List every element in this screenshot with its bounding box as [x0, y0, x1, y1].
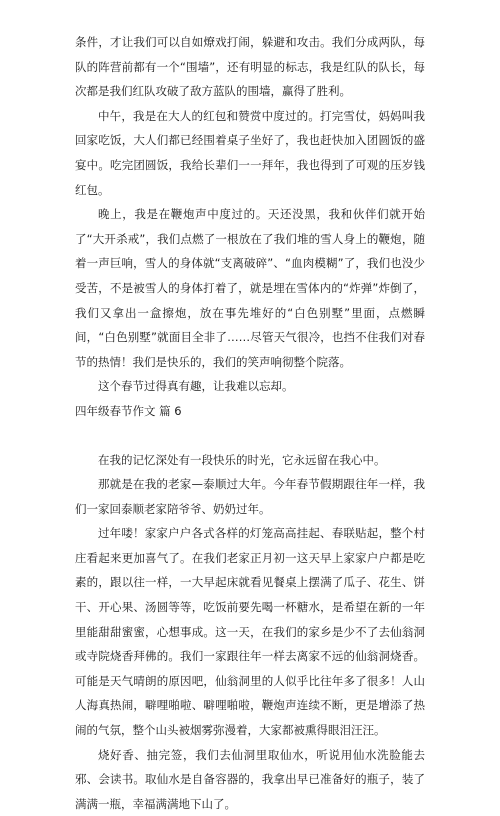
paragraph: 过年喽！家家户户各式各样的灯笼高高挂起、春联贴起，整个村庄看起来更加喜气了。在我们老家正月初一这天早上家家户户都是吃素的，跟以往一样，一大早起床就看见餐桌上摆满了瓜子、花生、饼干、开心果、汤圆等等，吃饭前要先喝一杯糖水，是希望在新的一年里能甜甜蜜蜜，心想事成。这一天，在我们的家乡是少不了去仙翁洞或寺院烧香拜佛的。我们一家跟往年一样去离家不远的仙翁洞烧香。可能是天气晴朗的原因吧，仙翁洞里的人似乎比往年多了很多！人山人海真热闹，噼哩啪啦、噼哩啪啦，鞭炮声连续不断，更是增添了热闹的气氛，整个山头被烟雾弥漫着，大家都被熏得眼泪汪汪。	[75, 526, 425, 738]
paragraph: 那就是在我的老家—泰顺过大年。今年春节假期跟往年一样，我们一家回泰顺老家陪爷爷、奶奶过年。	[75, 477, 425, 516]
paragraph: 晚上，我是在鞭炮声中度过的。天还没黑，我和伙伴们就开始了“大开杀戒”，我们点燃了一根放在了我们堆的雪人身上的鞭炮，随着一声巨响，雪人的身体就“支离破碎”、“血肉模糊”了，我们也没少受苦，不是被雪人的身体打着了，就是埋在雪体内的“炸弹”炸倒了，我们又拿出一盒擦炮，放在事先堆好的“白色别墅”里面，点燃瞬间，“白色别墅”就面目全非了……尽管天气很冷，也挡不住我们对春节的热情！我们是快乐的，我们的笑声响彻整个院落。	[75, 207, 425, 369]
paragraph: 中午，我是在大人的红包和赞赏中度过的。打完雪仗，妈妈叫我回家吃饭，大人们都已经围着桌子坐好了，我也赶快加入团圆饭的盛宴中。吃完团圆饭，我给长辈们一一拜年，我也得到了可观的压岁钱红包。	[75, 108, 425, 197]
paragraph: 烧好香、抽完签，我们去仙洞里取仙水，听说用仙水洗脸能去邪、会读书。取仙水是自备容器的，我拿出早已准备好的瓶子，装了满满一瓶，幸福满满地下山了。	[75, 747, 425, 811]
document-page	[75, 30, 425, 816]
paragraph: 条件，才让我们可以自如燎戏打闹，躲避和攻击。我们分成两队，每队的阵营前都有一个“围墙”，还有明显的标志，我是红队的队长，每次都是我们红队攻破了敌方蓝队的围墙，赢得了胜利。	[75, 35, 425, 99]
paragraph: 这个春节过得真有趣，让我难以忘却。	[98, 379, 294, 394]
section-heading: 四年级春节作文 篇 6	[75, 403, 182, 418]
paragraph: 在我的记忆深处有一段快乐的时光，它永远留在我心中。	[98, 452, 386, 467]
spacer	[75, 424, 425, 448]
